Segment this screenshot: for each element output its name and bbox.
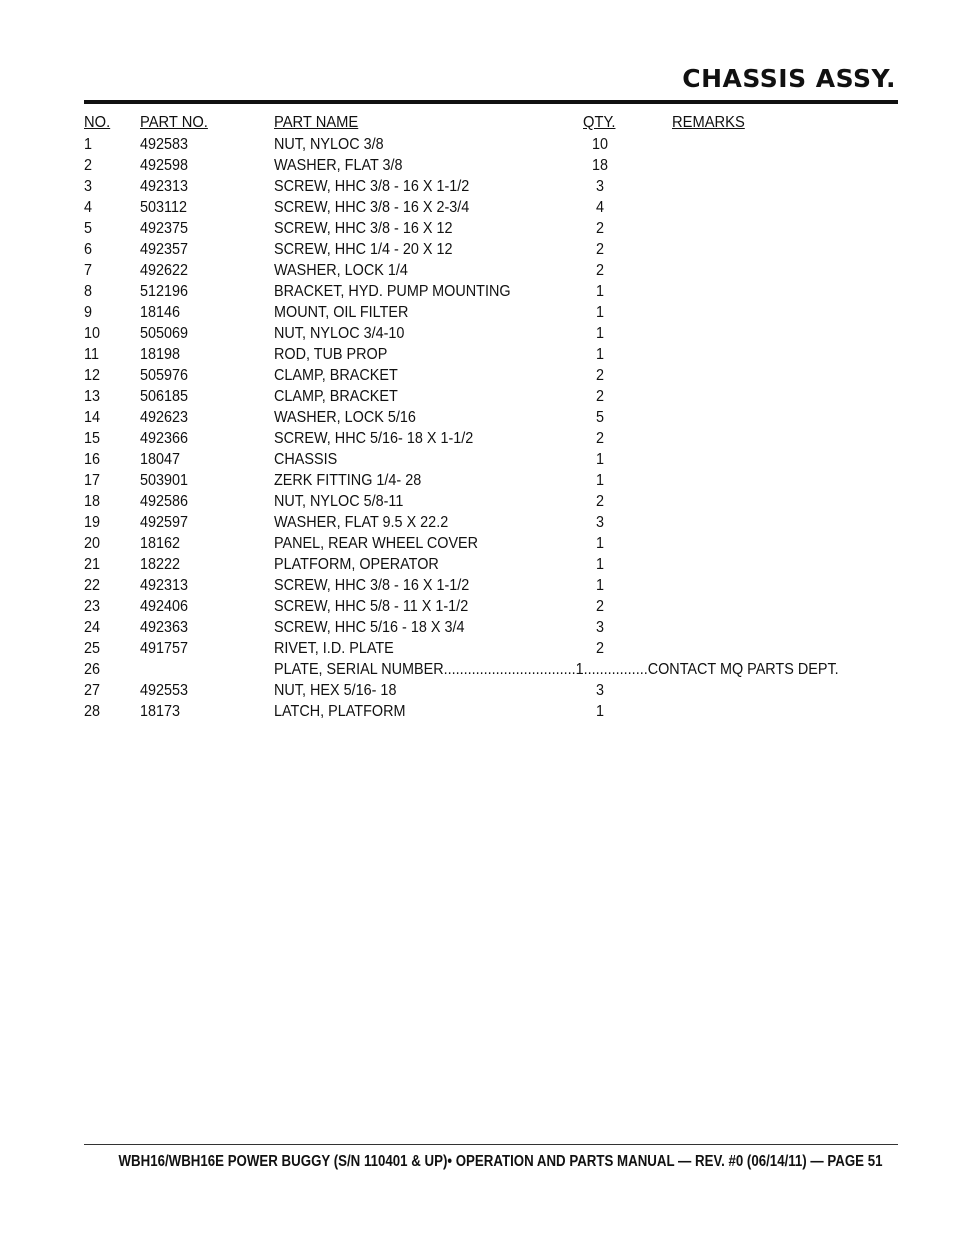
part-name: ROD, TUB PROP: [274, 346, 388, 363]
part-number: 492598: [140, 157, 189, 174]
item-number: 25: [84, 640, 101, 657]
quantity: 2: [595, 220, 605, 237]
quantity: 2: [595, 493, 605, 510]
item-number: 28: [84, 703, 101, 720]
quantity: 4: [595, 199, 605, 216]
part-number: 18222: [140, 556, 181, 573]
item-number: 7: [84, 262, 93, 279]
table-row: [0, 701, 954, 722]
item-number: 11: [84, 346, 99, 363]
item-number: 10: [84, 325, 101, 342]
quantity: 1: [595, 556, 605, 573]
table-row: [0, 176, 954, 197]
table-row: [0, 596, 954, 617]
quantity: 2: [595, 598, 605, 615]
item-number: 18: [84, 493, 101, 510]
item-number: 22: [84, 577, 101, 594]
table-row: [0, 533, 954, 554]
table-row: [0, 407, 954, 428]
quantity: 2: [595, 262, 605, 279]
item-number: 6: [84, 241, 93, 258]
part-number: 505976: [140, 367, 189, 384]
table-row: [0, 449, 954, 470]
quantity: 1: [595, 472, 605, 489]
header-remarks: REMARKS: [672, 114, 745, 131]
parts-list: [0, 134, 954, 722]
part-number: 506185: [140, 388, 189, 405]
part-name: RIVET, I.D. PLATE: [274, 640, 394, 657]
item-number: 17: [84, 472, 101, 489]
part-number: 512196: [140, 283, 189, 300]
item-number: 12: [84, 367, 101, 384]
item-number: 4: [84, 199, 93, 216]
quantity: 5: [595, 409, 605, 426]
table-row: [0, 365, 954, 386]
part-number: 492357: [140, 241, 189, 258]
part-number: 18173: [140, 703, 181, 720]
table-row: [0, 386, 954, 407]
table-row: [0, 659, 954, 680]
quantity: 10: [591, 136, 609, 153]
quantity: 3: [595, 619, 605, 636]
part-number: 492597: [140, 514, 189, 531]
quantity: 1: [595, 304, 605, 321]
item-number: 27: [84, 682, 101, 699]
quantity: 1: [595, 283, 605, 300]
part-name: SCREW, HHC 5/8 - 11 X 1-1/2: [274, 598, 469, 615]
item-number: 3: [84, 178, 93, 195]
header-part-name: PART NAME: [274, 114, 359, 131]
item-number: 26: [84, 661, 101, 678]
quantity: 1: [595, 535, 605, 552]
title-divider: [84, 100, 898, 104]
part-number: 492406: [140, 598, 189, 615]
part-number: 492375: [140, 220, 189, 237]
table-row: [0, 680, 954, 701]
part-name: CLAMP, BRACKET: [274, 367, 398, 384]
part-number: 503112: [140, 199, 187, 216]
table-row: [0, 134, 954, 155]
part-number: 492622: [140, 262, 189, 279]
part-number: 492623: [140, 409, 189, 426]
item-number: 24: [84, 619, 101, 636]
table-row: [0, 260, 954, 281]
part-name: SCREW, HHC 3/8 - 16 X 12: [274, 220, 453, 237]
part-name: LATCH, PLATFORM: [274, 703, 406, 720]
part-number: 18047: [140, 451, 181, 468]
part-name: SCREW, HHC 3/8 - 16 X 1-1/2: [274, 577, 470, 594]
item-number: 8: [84, 283, 93, 300]
part-name-dotted-line: PLATE, SERIAL NUMBER.................................1................CONTACT MQ PARTS DEPT.: [274, 661, 839, 678]
part-name: WASHER, FLAT 9.5 X 22.2: [274, 514, 449, 531]
quantity: 1: [595, 577, 605, 594]
item-number: 16: [84, 451, 101, 468]
part-name: SCREW, HHC 5/16- 18 X 1-1/2: [274, 430, 474, 447]
part-number: 492313: [140, 178, 189, 195]
quantity: 3: [595, 178, 605, 195]
item-number: 2: [84, 157, 93, 174]
header-no: NO.: [84, 114, 111, 131]
part-name: SCREW, HHC 5/16 - 18 X 3/4: [274, 619, 465, 636]
table-row: [0, 554, 954, 575]
part-number: 18162: [140, 535, 181, 552]
part-number: 492366: [140, 430, 189, 447]
quantity: 2: [595, 640, 605, 657]
part-name: MOUNT, OIL FILTER: [274, 304, 409, 321]
header-qty: QTY.: [583, 114, 616, 131]
page-footer: WBH16/WBH16E POWER BUGGY (S/N 110401 & UP)• OPERATION AND PARTS MANUAL — REV. #0 (06/14/11) — PAGE 51: [117, 1153, 882, 1170]
part-name: WASHER, LOCK 1/4: [274, 262, 408, 279]
table-row: [0, 281, 954, 302]
table-row: [0, 239, 954, 260]
item-number: 19: [84, 514, 101, 531]
item-number: 15: [84, 430, 101, 447]
table-row: [0, 197, 954, 218]
part-name: NUT, NYLOC 3/8: [274, 136, 384, 153]
part-number: 492583: [140, 136, 189, 153]
item-number: 23: [84, 598, 101, 615]
item-number: 9: [84, 304, 93, 321]
part-number: 492553: [140, 682, 189, 699]
quantity: 2: [595, 367, 605, 384]
quantity: 2: [595, 388, 605, 405]
quantity: 1: [595, 325, 605, 342]
table-row: [0, 512, 954, 533]
item-number: 5: [84, 220, 93, 237]
item-number: 13: [84, 388, 101, 405]
part-number: 505069: [140, 325, 189, 342]
part-number: 503901: [140, 472, 189, 489]
part-name: NUT, NYLOC 3/4-10: [274, 325, 405, 342]
quantity: 18: [591, 157, 609, 174]
part-number: 492363: [140, 619, 189, 636]
quantity: 2: [595, 241, 605, 258]
part-number: 18146: [140, 304, 181, 321]
part-name: CLAMP, BRACKET: [274, 388, 398, 405]
part-number: 491757: [140, 640, 189, 657]
table-row: [0, 638, 954, 659]
item-number: 21: [84, 556, 101, 573]
part-name: ZERK FITTING 1/4- 28: [274, 472, 422, 489]
header-part-no: PART NO.: [140, 114, 208, 131]
table-row: [0, 218, 954, 239]
part-name: NUT, HEX 5/16- 18: [274, 682, 397, 699]
part-number: 18198: [140, 346, 181, 363]
part-name: PANEL, REAR WHEEL COVER: [274, 535, 479, 552]
item-number: 20: [84, 535, 101, 552]
quantity: 2: [595, 430, 605, 447]
table-row: [0, 428, 954, 449]
table-row: [0, 617, 954, 638]
part-name: SCREW, HHC 3/8 - 16 X 2-3/4: [274, 199, 470, 216]
part-name: WASHER, LOCK 5/16: [274, 409, 416, 426]
part-name: SCREW, HHC 3/8 - 16 X 1-1/2: [274, 178, 470, 195]
part-name: BRACKET, HYD. PUMP MOUNTING: [274, 283, 511, 300]
table-row: [0, 323, 954, 344]
table-row: [0, 575, 954, 596]
quantity: 1: [595, 451, 605, 468]
table-row: [0, 302, 954, 323]
part-name: PLATFORM, OPERATOR: [274, 556, 439, 573]
table-row: [0, 491, 954, 512]
table-row: [0, 470, 954, 491]
item-number: 1: [84, 136, 93, 153]
part-number: 492586: [140, 493, 189, 510]
part-name: SCREW, HHC 1/4 - 20 X 12: [274, 241, 453, 258]
footer-divider: [84, 1144, 898, 1145]
part-name: NUT, NYLOC 5/8-11: [274, 493, 404, 510]
table-row: [0, 155, 954, 176]
table-row: [0, 344, 954, 365]
part-name: CHASSIS: [274, 451, 338, 468]
part-name: WASHER, FLAT 3/8: [274, 157, 403, 174]
item-number: 14: [84, 409, 101, 426]
quantity: 3: [595, 682, 605, 699]
quantity: 1: [595, 703, 605, 720]
quantity: 3: [595, 514, 605, 531]
quantity: 1: [595, 346, 605, 363]
part-number: 492313: [140, 577, 189, 594]
page-title: CHASSIS ASSY.: [682, 64, 896, 93]
